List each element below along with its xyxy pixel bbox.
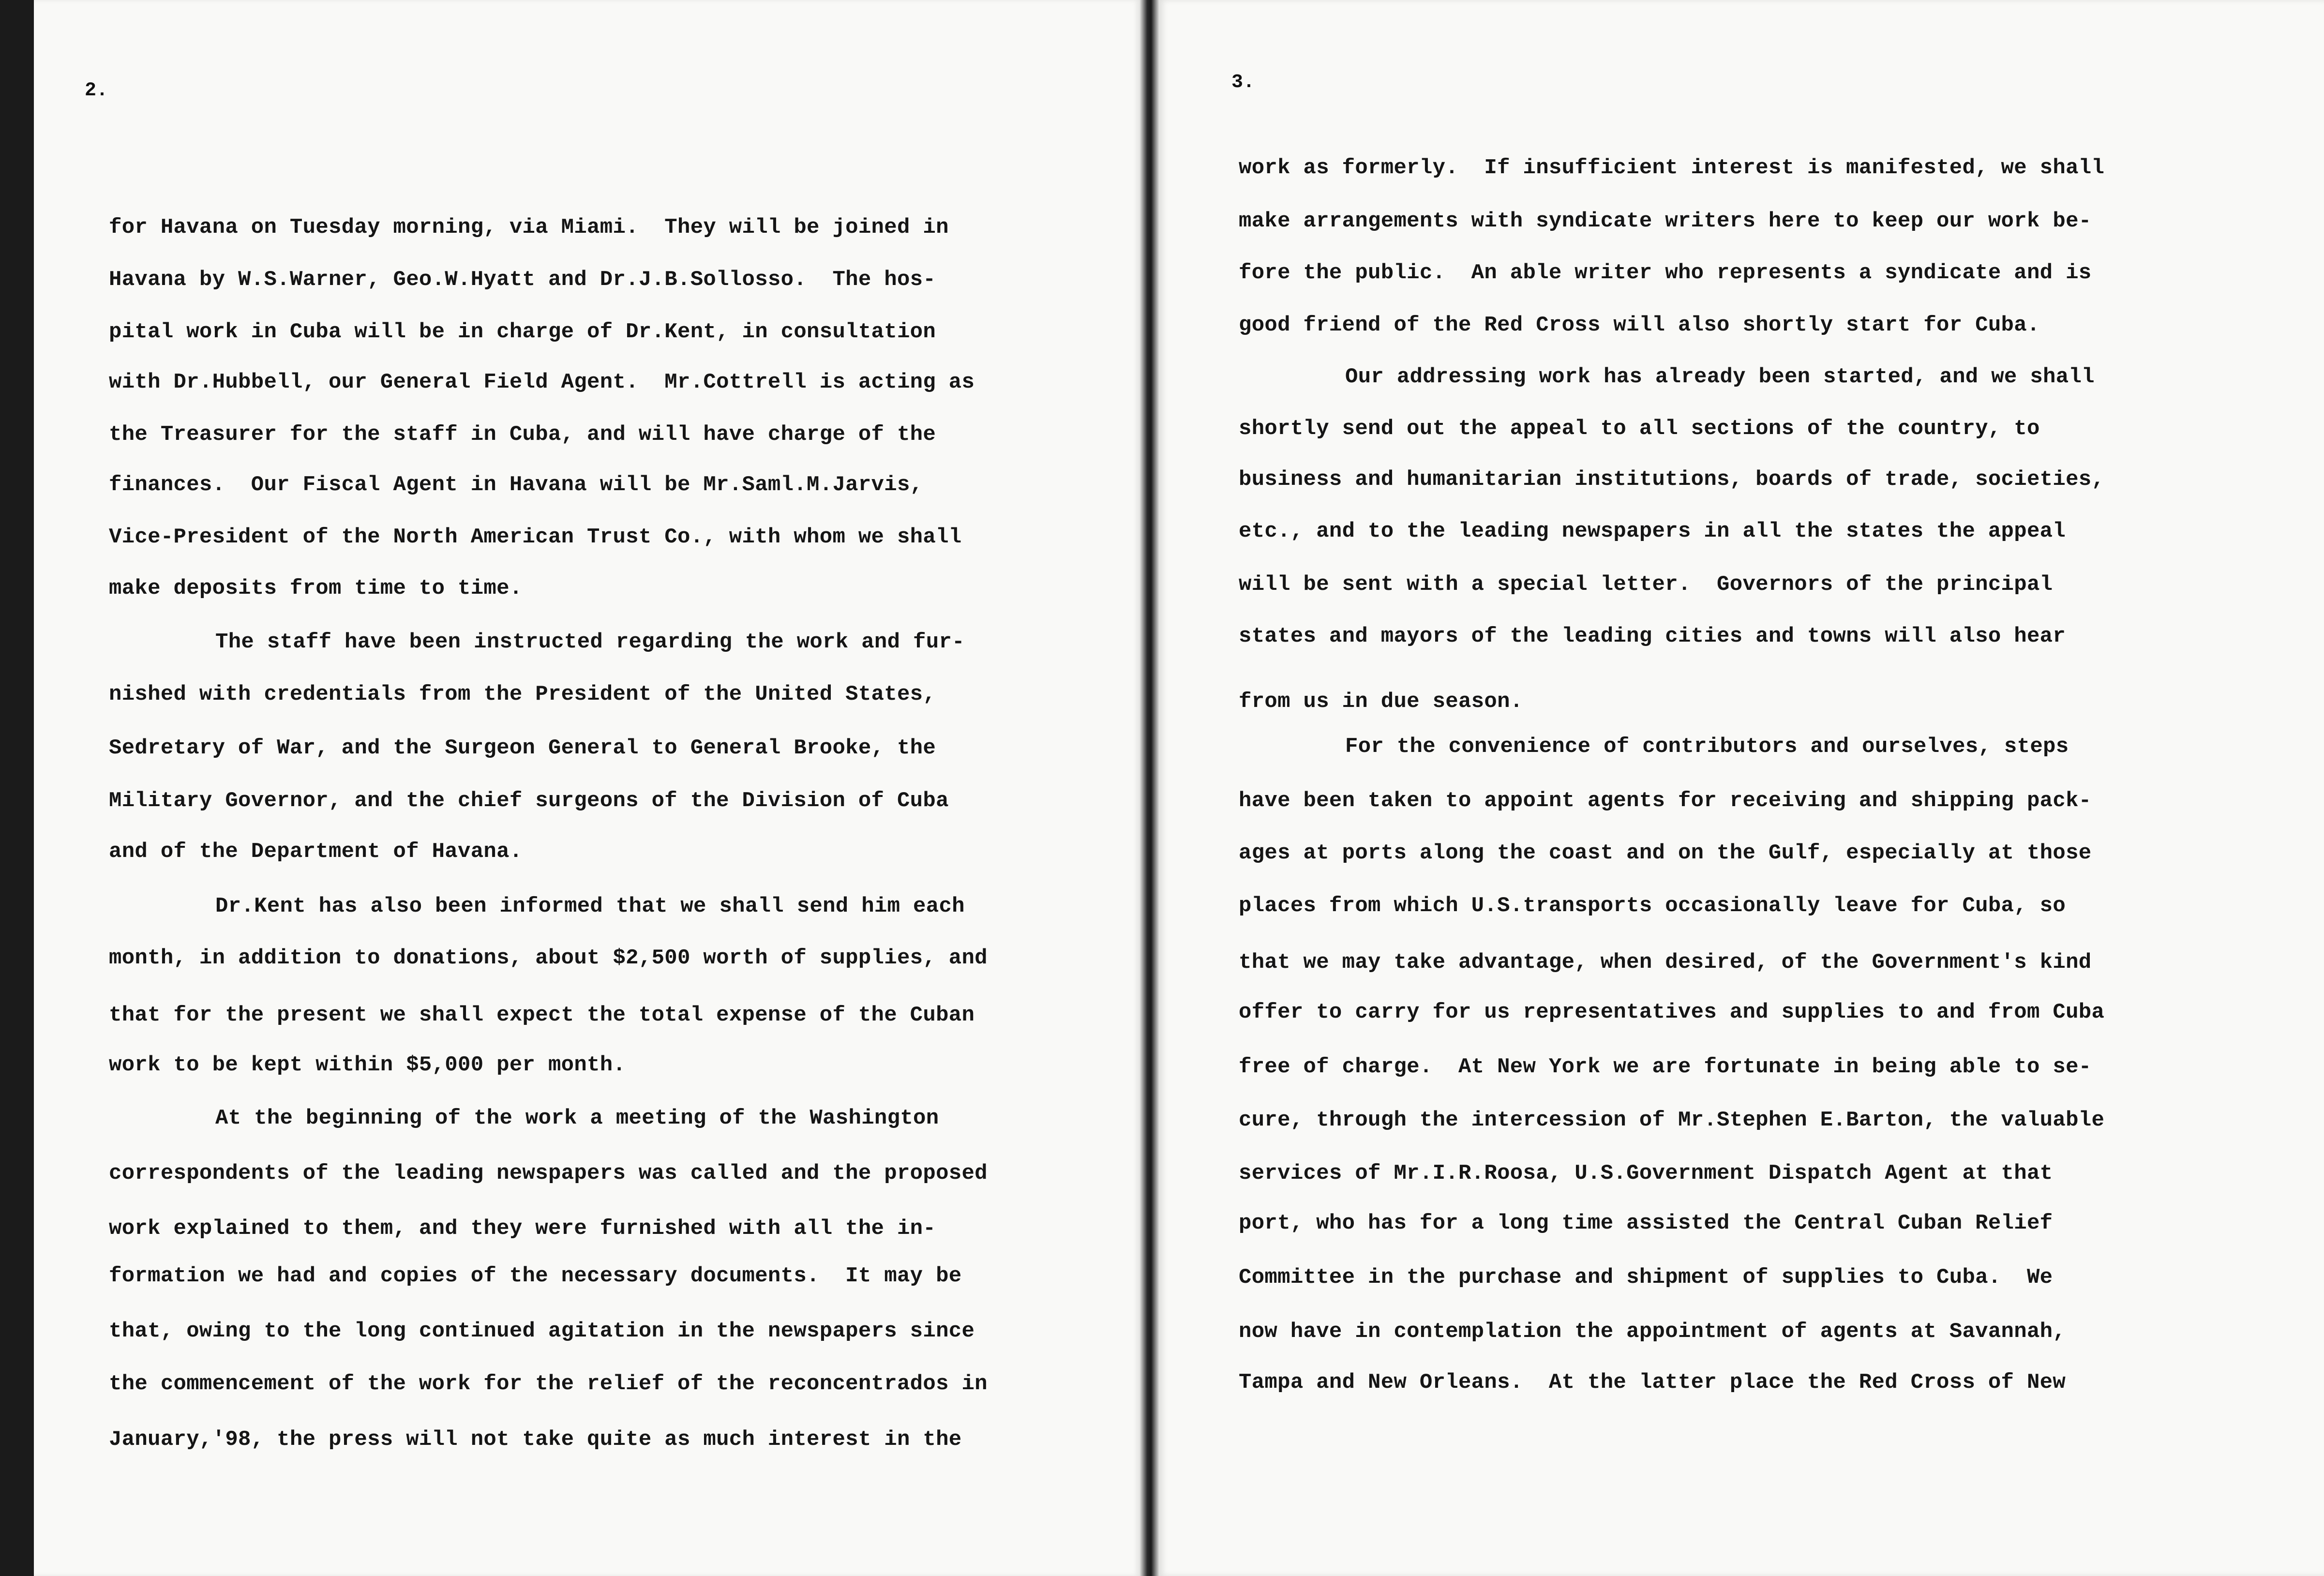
text-line: with Dr.Hubbell, our General Field Agent. Mr.Cottrell is acting as [109,370,975,394]
text-line: that we may take advantage, when desired, of the Government's kind [1239,950,2092,975]
text-line: etc., and to the leading newspapers in all the states the appeal [1239,519,2066,543]
text-line: offer to carry for us representatives and supplies to and from Cuba [1239,1000,2105,1024]
text-line: work to be kept within $5,000 per month. [109,1053,626,1077]
text-line: Military Governor, and the chief surgeons of the Division of Cuba [109,789,949,813]
text-line: work explained to them, and they were furnished with all the in- [109,1216,936,1241]
text-line: good friend of the Red Cross will also shortly start for Cuba. [1239,313,2040,337]
text-line: nished with credentials from the President of the United States, [109,682,936,706]
text-line: and of the Department of Havana. [109,840,523,864]
text-line: correspondents of the leading newspapers was called and the proposed [109,1161,988,1186]
text-line: Committee in the purchase and shipment of supplies to Cuba. We [1239,1265,2053,1290]
text-line: ages at ports along the coast and on the Gulf, especially at those [1239,841,2092,865]
text-line: Sedretary of War, and the Surgeon General to General Brooke, the [109,736,936,760]
text-line: services of Mr.I.R.Roosa, U.S.Government Dispatch Agent at that [1239,1161,2053,1186]
text-line: states and mayors of the leading cities and towns will also hear [1239,624,2066,648]
text-line: At the beginning of the work a meeting of the Washington [215,1106,939,1130]
page-number-right: 3. [1231,72,1255,93]
text-line: business and humanitarian institutions, boards of trade, societies, [1239,467,2105,492]
text-line: places from which U.S.transports occasionally leave for Cuba, so [1239,894,2066,918]
page-number-left: 2. [85,80,108,102]
text-line: fore the public. An able writer who represents a syndicate and is [1239,261,2092,285]
text-line: that, owing to the long continued agitation in the newspapers since [109,1319,975,1343]
text-line: port, who has for a long time assisted the Central Cuban Relief [1239,1211,2053,1235]
text-line: Vice-President of the North American Trust Co., with whom we shall [109,525,962,549]
text-line: Dr.Kent has also been informed that we shall send him each [215,894,965,918]
text-line: have been taken to appoint agents for receiving and shipping pack- [1239,789,2092,813]
text-line: finances. Our Fiscal Agent in Havana will be Mr.Saml.M.Jarvis, [109,473,923,497]
text-line: Havana by W.S.Warner, Geo.W.Hyatt and Dr.J.B.Sollosso. The hos- [109,268,936,292]
text-line: the Treasurer for the staff in Cuba, and will have charge of the [109,422,936,447]
text-line: The staff have been instructed regarding the work and fur- [215,630,965,654]
text-line: make deposits from time to time. [109,576,523,600]
text-line: shortly send out the appeal to all sections of the country, to [1239,417,2040,441]
text-line: Our addressing work has already been started, and we shall [1345,365,2095,389]
text-line: Tampa and New Orleans. At the latter place the Red Cross of New [1239,1370,2066,1395]
text-line: will be sent with a special letter. Governors of the principal [1239,572,2053,597]
text-line: For the convenience of contributors and ourselves, steps [1345,735,2069,759]
text-line: now have in contemplation the appointment of agents at Savannah, [1239,1320,2066,1344]
text-line: make arrangements with syndicate writers here to keep our work be- [1239,209,2092,233]
text-line: that for the present we shall expect the total expense of the Cuban [109,1003,975,1027]
text-line: the commencement of the work for the relief of the reconcentrados in [109,1372,988,1396]
text-line: free of charge. At New York we are fortunate in being able to se- [1239,1055,2092,1079]
text-line: cure, through the intercession of Mr.Stephen E.Barton, the valuable [1239,1108,2105,1132]
text-line: work as formerly. If insufficient interest is manifested, we shall [1239,156,2105,180]
book-gutter [1140,0,1159,1576]
text-line: formation we had and copies of the necessary documents. It may be [109,1264,962,1288]
text-line: for Havana on Tuesday morning, via Miami. They will be joined in [109,215,949,240]
text-line: from us in due season. [1239,690,1523,714]
text-line: pital work in Cuba will be in charge of Dr.Kent, in consultation [109,320,936,344]
text-line: January,'98, the press will not take quite as much interest in the [109,1427,962,1452]
text-line: month, in addition to donations, about $2,500 worth of supplies, and [109,946,988,970]
